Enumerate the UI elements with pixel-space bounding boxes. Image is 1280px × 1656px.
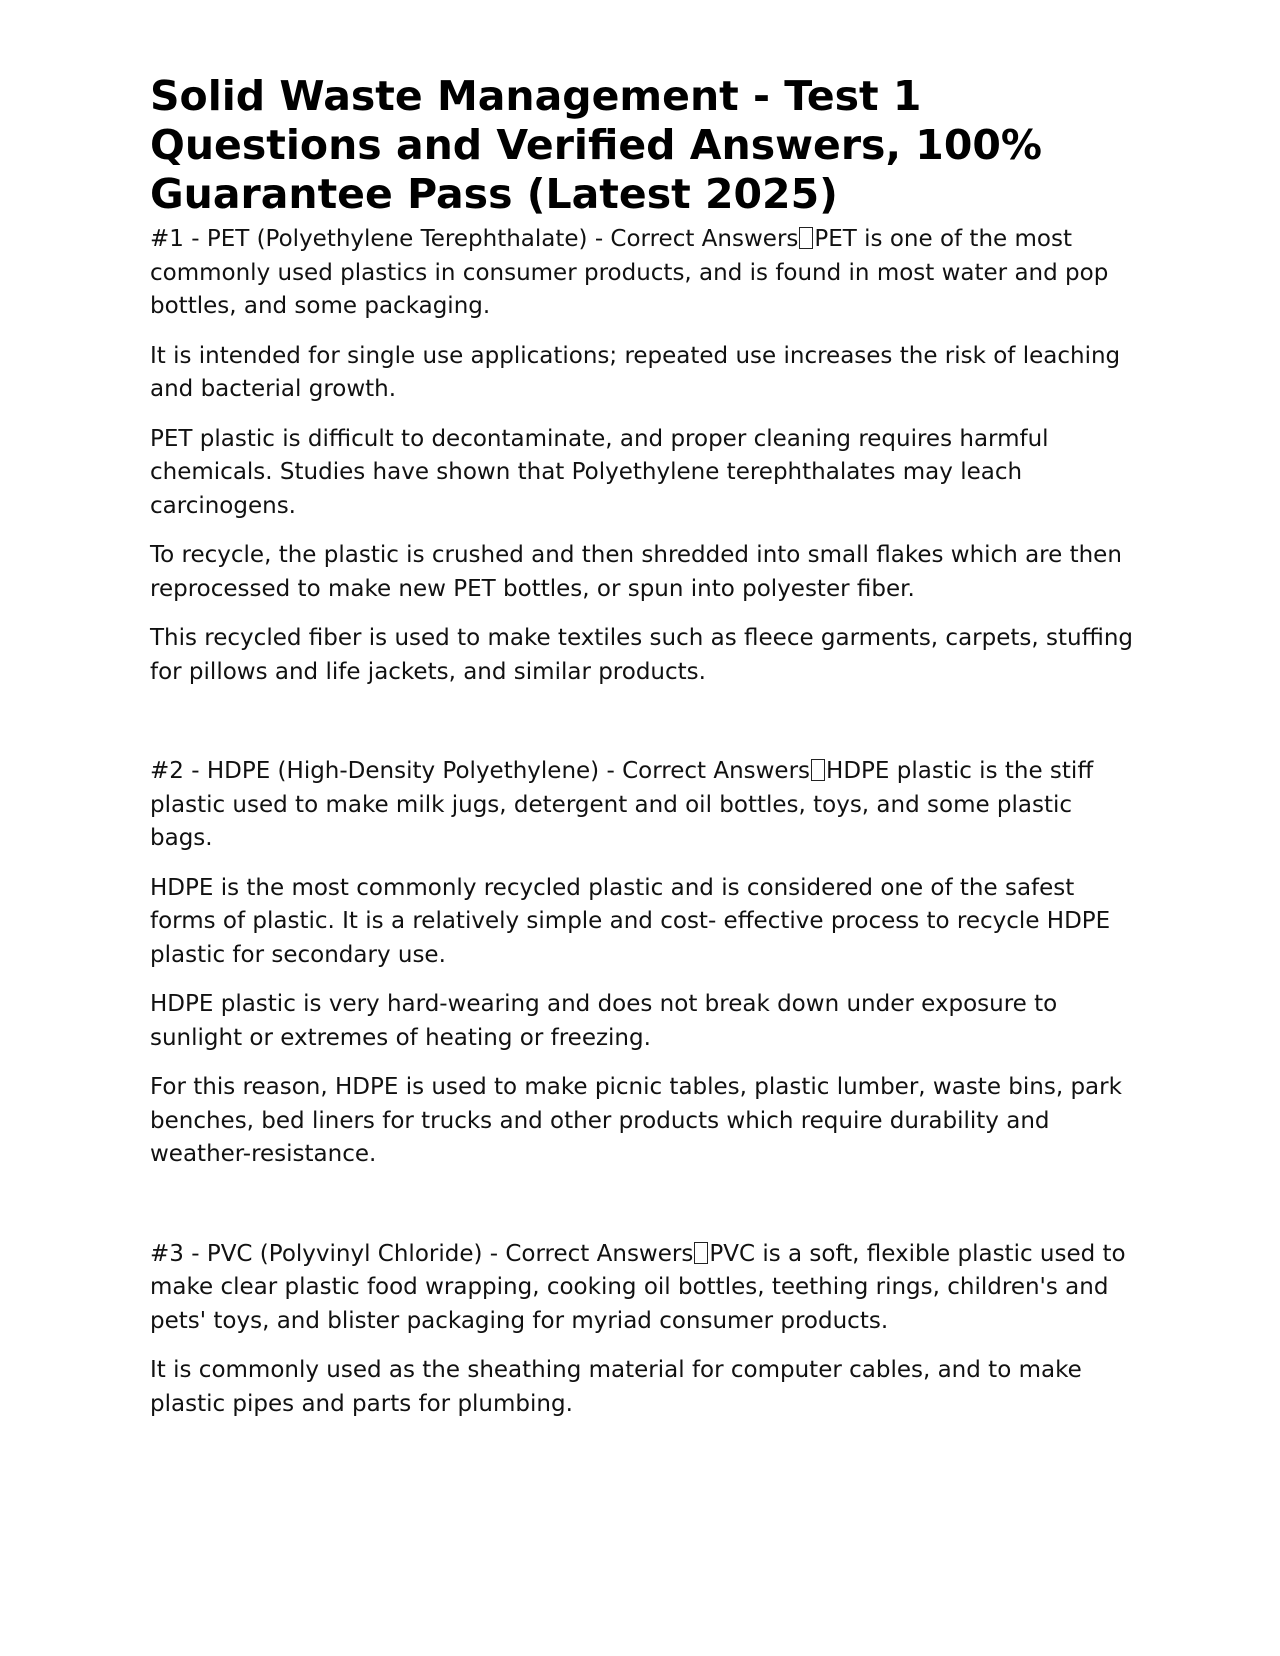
answer-paragraph: PET plastic is difficult to decontaminate, and proper cleaning requires harmful chemicals. Studies have shown that Polyethylene terephthalates may leach carcinogens. [150,425,1049,519]
answer-text: PVC is a soft, flexible plastic used to make clear plastic food wrapping, cooking oil bottles, teething rings, children's and pets' toys, and blister packaging for myriad consumer products. [150,1240,1126,1334]
answer-paragraph: This recycled fiber is used to make textiles such as fleece garments, carpets, stuffing for pillows and life jackets, and similar products. [150,625,1133,685]
qa-section-3 [150,1238,1140,1422]
question-label: #1 - PET (Polyethylene Terephthalate) - Correct Answers [150,226,799,252]
missing-glyph-icon [799,227,813,249]
document-title: Solid Waste Management - Test 1 Questions and Verified Answers, 100% Guarantee Pass (Latest 2025) [150,72,1042,218]
qa-section-1 [150,223,1140,689]
qa-section-2 [150,755,1140,1172]
answer-text: PET is one of the most commonly used plastics in consumer products, and is found in most water and pop bottles, and some packaging. [150,226,1109,319]
question-3 [150,1238,1140,1339]
section-spacer [150,1188,1140,1238]
section-spacer [150,705,1140,755]
question-label: #2 - HDPE (High-Density Polyethylene) - Correct Answers [150,758,811,784]
question-label: #3 - PVC (Polyvinyl Chloride) - Correct Answers [150,1240,694,1267]
answer-paragraph: To recycle, the plastic is crushed and then shredded into small flakes which are then reprocessed to make new PET bottles, or spun into polyester fiber. [150,542,1122,602]
question-2 [150,755,1140,856]
question-1 [150,223,1140,324]
answer-paragraph: For this reason, HDPE is used to make picnic tables, plastic lumber, waste bins, park benches, bed liners for trucks and other products which require durability and weather-resistance. [150,1074,1122,1167]
document-page [150,72,1140,1437]
answer-paragraph: It is intended for single use applications; repeated use increases the risk of leaching and bacterial growth. [150,342,1121,402]
answer-paragraph: It is commonly used as the sheathing material for computer cables, and to make plastic pipes and parts for plumbing. [150,1357,1082,1417]
answer-paragraph: HDPE is the most commonly recycled plastic and is considered one of the safest forms of plastic. It is a relatively simple and cost- effective process to recycle HDPE plastic for secondary use. [150,874,1111,968]
missing-glyph-icon [811,759,825,781]
answer-text: HDPE plastic is the stiff plastic used to make milk jugs, detergent and oil bottles, toys, and some plastic bags. [150,758,1094,851]
missing-glyph-icon [694,1242,708,1264]
answer-paragraph: HDPE plastic is very hard-wearing and does not break down under exposure to sunlight or extremes of heating or freezing. [150,991,1058,1051]
